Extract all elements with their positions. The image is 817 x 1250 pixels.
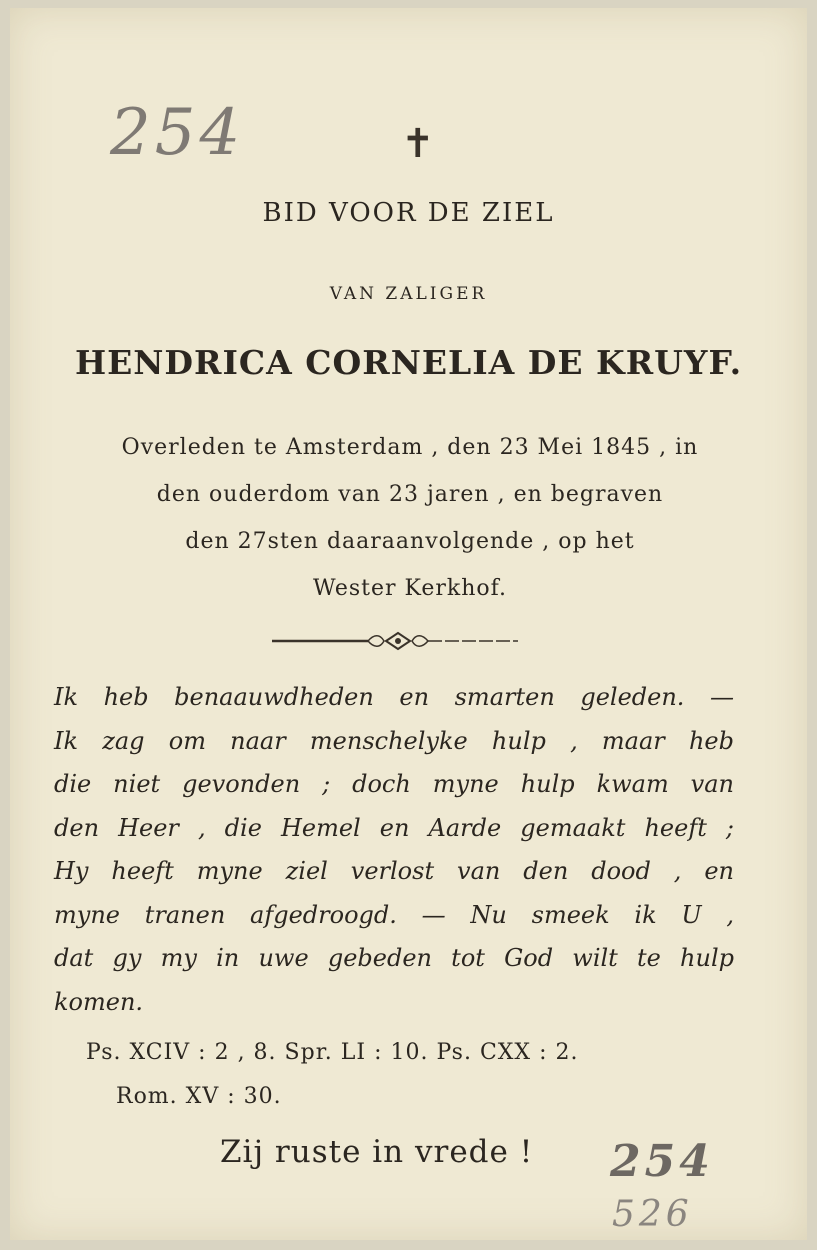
death-info-line: den 27sten daaraanvolgende , op het [185,529,635,554]
van-zaliger-line: VAN ZALIGER [329,284,488,304]
quote-line: dat gy my in uwe gebeden tot God wilt te hulp [54,944,734,972]
scripture-quote [54,676,734,1024]
quote-line: Ik heb benaauwdheden en smarten geleden. — [54,683,734,711]
cross-icon: ✝ [401,121,435,167]
death-info-line: den ouderdom van 23 jaren , en begraven [156,482,664,507]
ornament-divider-icon [270,628,520,654]
deceased-name: HENDRICA CORNELIA DE KRUYF. [74,343,743,382]
death-info [50,424,770,612]
death-info-line: Overleden te Amsterdam , den 23 Mei 1845 , in [121,435,699,460]
memorial-card [10,8,807,1240]
closing-blessing: Zij ruste in vrede ! [220,1134,534,1170]
handwritten-number-small: 526 [612,1194,693,1235]
reference-line: Rom. XV : 30. [116,1084,282,1109]
handwritten-number-top: 254 [110,96,245,170]
quote-line: myne tranen afgedroogd. — Nu smeek ik U , [54,900,734,929]
death-info-line: Wester Kerkhof. [313,576,507,601]
scripture-references [86,1031,579,1119]
quote-line: komen. [54,987,144,1016]
quote-line: Ik zag om naar menschelyke hulp , maar heb [54,726,734,755]
quote-line: den Heer , die Hemel en Aarde gemaakt heeft ; [54,813,734,842]
quote-line: Hy heeft myne ziel verlost van den dood , en [54,857,734,885]
prayer-heading: BID VOOR DE ZIEL [262,198,555,228]
reference-line: Ps. XCIV : 2 , 8. Spr. LI : 10. Ps. CXX : 2. [86,1040,579,1065]
handwritten-number-bottom: 254 [610,1136,714,1187]
quote-line: die niet gevonden ; doch myne hulp kwam van [54,770,734,798]
